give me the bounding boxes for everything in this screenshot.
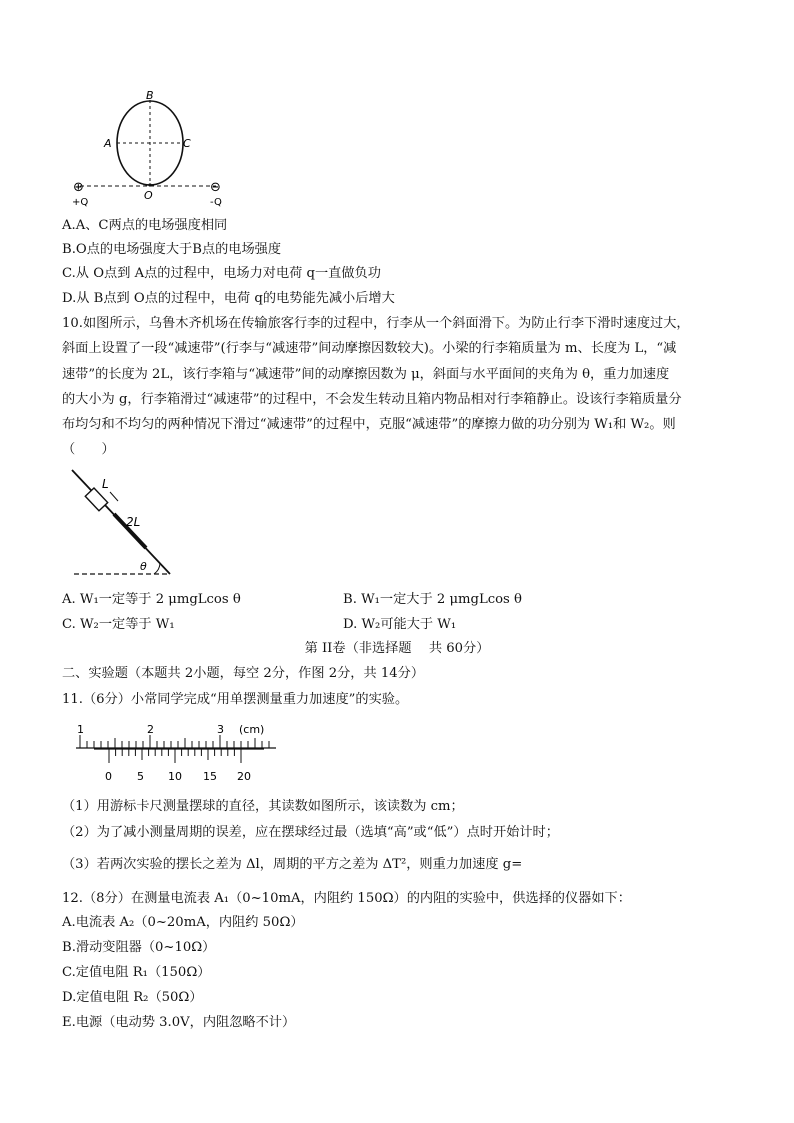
- q12-option-d: D.定值电阻 R₂（50Ω）: [62, 990, 203, 1005]
- section-title: 第 II卷（非选择题 共 60分）: [304, 641, 490, 656]
- main-scale-ticks: [80, 735, 269, 748]
- q10-stem-line: 布均匀和不均匀的两种情况下滑过“减速带”的过程中，克服“减速带”的摩擦力做的功分别为 W₁和 W₂。则: [62, 417, 676, 432]
- label-a: A: [104, 137, 112, 150]
- luggage-box: [85, 488, 107, 511]
- label-l: L: [102, 477, 109, 491]
- vernier-number: 0: [105, 770, 112, 783]
- q12-option-a: A.电流表 A₂（0~20mA，内阻约 50Ω）: [62, 915, 304, 930]
- q10-option-b: B. W₁一定大于 2 μmgLcos θ: [343, 592, 522, 607]
- label-theta: θ: [140, 560, 147, 573]
- q10-incline-figure: [66, 466, 186, 581]
- q10-stem-line: 的大小为 g，行李箱滑过“减速带”的过程中，不会发生转动且箱内物品相对行李箱静止。设该行李箱质量分: [62, 392, 682, 407]
- q11-item-3: （3）若两次实验的摆长之差为 Δl，周期的平方之差为 ΔT²，则重力加速度 g=: [62, 857, 523, 872]
- vernier-number: 15: [203, 770, 217, 783]
- label-2l: 2L: [126, 515, 141, 529]
- q9-option-d: D.从 B点到 O点的过程中，电荷 q的电势能先减小后增大: [62, 291, 395, 306]
- plus-charge-symbol: ⊕: [73, 180, 84, 195]
- vernier-number: 10: [168, 770, 182, 783]
- vernier-scale-ticks: [109, 749, 241, 763]
- label-plus-q: +Q: [72, 197, 89, 208]
- section-header: 二、实验题（本题共 2小题，每空 2分，作图 2分，共 14分）: [62, 666, 425, 681]
- q10-stem-line: 速带”的长度为 2L，该行李箱与“减速带”间的动摩擦因数为 μ，斜面与水平面间的夹角为 θ，重力加速度: [62, 367, 670, 382]
- minus-charge-symbol: ⊖: [210, 180, 221, 195]
- q11-item-2: （2）为了减小测量周期的误差，应在摆球经过最（选填“高”或“低”）点时开始计时；: [62, 825, 559, 840]
- label-b: B: [146, 89, 154, 102]
- q10-option-c: C. W₂一定等于 W₁: [62, 617, 175, 632]
- vernier-caliper-figure: [64, 720, 284, 786]
- q12-stem: 12.（8分）在测量电流表 A₁（0~10mA，内阻约 150Ω）的内阻的实验中，供选择的仪器如下：: [62, 891, 631, 906]
- q11-item-1: （1）用游标卡尺测量摆球的直径，其读数如图所示，该读数为 cm；: [62, 799, 464, 814]
- q9-option-a: A.A、C两点的电场强度相同: [62, 218, 228, 233]
- main-scale-number: 1: [77, 723, 84, 736]
- q9-figure: [66, 88, 236, 208]
- vernier-number: 20: [237, 770, 251, 783]
- q12-option-c: C.定值电阻 R₁（150Ω）: [62, 965, 211, 980]
- q12-option-e: E.电源（电动势 3.0V，内阻忽略不计）: [62, 1015, 296, 1030]
- label-minus-q: -Q: [210, 197, 222, 208]
- q12-option-b: B.滑动变阻器（0~10Ω）: [62, 940, 216, 955]
- q10-option-d: D. W₂可能大于 W₁: [343, 617, 457, 632]
- unit-label: (cm): [239, 723, 265, 736]
- q10-stem-line: （ ）: [62, 442, 115, 457]
- q11-stem: 11.（6分）小常同学完成“用单摆测量重力加速度”的实验。: [62, 692, 409, 707]
- q9-option-b: B.O点的电场强度大于B点的电场强度: [62, 242, 282, 257]
- main-scale-number: 2: [147, 723, 154, 736]
- label-c: C: [183, 137, 191, 150]
- q10-stem-line: 斜面上设置了一段“减速带”(行李与“减速带”间动摩擦因数较大)。小梁的行李箱质量为 m、长度为 L，“减: [62, 341, 677, 356]
- vernier-number: 5: [137, 770, 144, 783]
- q9-option-c: C.从 O点到 A点的过程中，电场力对电荷 q一直做负功: [62, 266, 381, 281]
- main-scale-number: 3: [217, 723, 224, 736]
- q10-option-a: A. W₁一定等于 2 μmgLcos θ: [62, 592, 241, 607]
- label-o: O: [144, 189, 153, 202]
- q10-stem-line: 10.如图所示，乌鲁木齐机场在传输旅客行李的过程中，行李从一个斜面滑下。为防止行李下滑时速度过大，: [62, 316, 690, 331]
